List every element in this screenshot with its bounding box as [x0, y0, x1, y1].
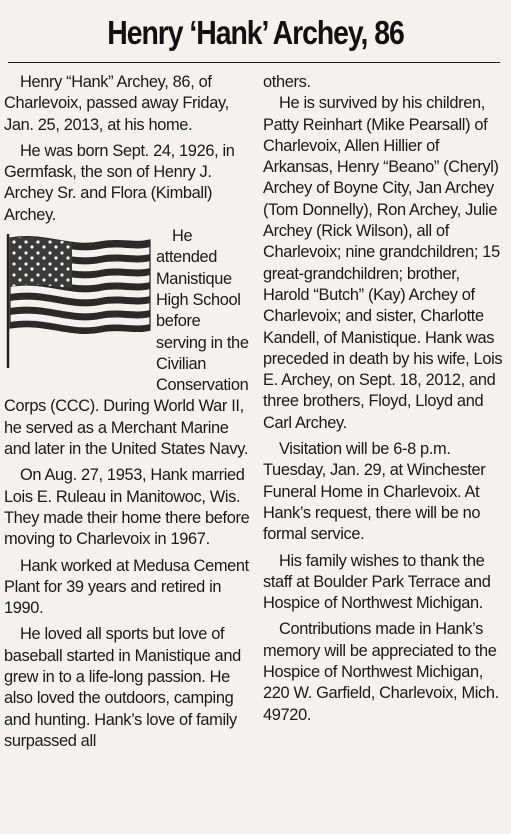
paragraph-visitation: Visitation will be 6-8 p.m. Tuesday, Jan. 29, at Winchester Funeral Home in Charlevoix. At Hank’s request, there will be no formal service. — [263, 440, 486, 544]
american-flag-icon — [0, 228, 152, 378]
right-column — [263, 72, 507, 726]
paragraph-birth: He was born Sept. 24, 1926, in Germfask, the son of Henry J. Archey Sr. and Flora (Kimball) Archey. — [4, 141, 235, 224]
obituary-headline: Henry ‘Hank’ Archey, 86 — [107, 14, 404, 51]
paragraph-hobbies: He loved all sports but love of baseball started in Manistique and grew in to a life-long passion. He also loved the outdoors, camping and hunting. Hank’s love of family surpassed all — [4, 625, 241, 750]
paragraph-thanks: His family wishes to thank the staff at Boulder Park Terrace and Hospice of Northwest Michigan. — [263, 551, 491, 613]
paragraph-work: Hank worked at Medusa Cement Plant for 39 years and retired in 1990. — [4, 556, 249, 618]
left-column — [4, 72, 252, 752]
paragraph-marriage: On Aug. 27, 1953, Hank married Lois E. Ruleau in Manitowoc, Wis. They made their home there before moving to Charlevoix in 1967. — [4, 466, 250, 549]
paragraph-death: Henry “Hank” Archey, 86, of Charlevoix, passed away Friday, Jan. 25, 2013, at his home. — [4, 73, 229, 134]
paragraph-survivors: He is survived by his children, Patty Reinhart (Mike Pearsall) of Charlevoix, Allen Hillier of Arkansas, Henry “Beano” (Cheryl) Archey of Boyne City, Jan Archey (Tom Donnelly), Ron Archey, Julie Archey (Rick Wilson), all of Charlevoix; nine grandchildren; 15 great-grandchildren; brother, Harold “Butch” (Kay) Archey of Charlevoix; and sister, Charlotte Kandell, of Manistique. Hank was preceded in death by his wife, Lois E. Archey, on Sept. 18, 2012, and three brothers, Floyd, Lloyd and Carl Archey. — [263, 94, 503, 432]
headline-rule — [8, 62, 500, 63]
paragraph-continuation: others. — [263, 73, 311, 91]
paragraph-contributions: Contributions made in Hank’s memory will be appreciated to the Hospice of Northwest Michigan, 220 W. Garfield, Charlevoix, Mich. 49720. — [263, 620, 499, 724]
paragraph-service: He attended Manistique High School before serving in the Civilian Conservation Corps (CCC). During World War II, he served as a Merchant Marine and later in the United States Navy. — [4, 227, 249, 459]
